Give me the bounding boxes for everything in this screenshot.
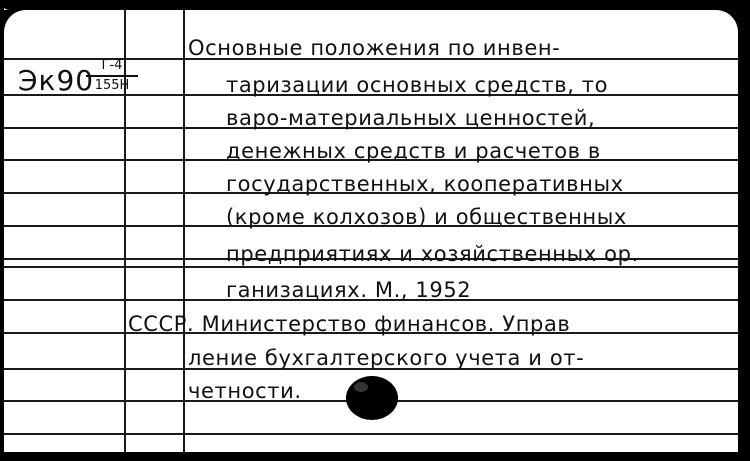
punch-hole-shine	[354, 382, 368, 392]
call-number-fraction-top: Г-4	[86, 58, 138, 77]
entry-line-6: (кроме колхозов) и общественных	[226, 205, 627, 229]
card-left-edge	[0, 0, 4, 461]
entry-line-1: Основные положения по инвен-	[188, 36, 561, 60]
entry-line-3: варо-материальных ценностей,	[226, 106, 596, 130]
call-number-fraction	[86, 58, 138, 94]
margin-line-right	[183, 10, 185, 452]
entry-line-10: ление бухгалтерского учета и от-	[188, 346, 585, 370]
entry-line-8: ганизациях. М., 1952	[226, 278, 472, 302]
card-right-edge	[738, 0, 750, 461]
card-top-edge	[0, 0, 750, 10]
punch-hole	[346, 376, 398, 420]
entry-line-4: денежных средств и расчетов в	[226, 139, 601, 163]
entry-line-7: предприятиях и хозяйственных ор.	[226, 242, 639, 266]
ruled-line	[4, 433, 738, 435]
entry-line-5: государственных, кооперативных	[226, 172, 624, 196]
card-bottom-edge	[0, 452, 750, 461]
call-number-prefix: Эк90	[18, 64, 95, 97]
entry-line-2: таризации основных средств, то	[226, 73, 609, 97]
entry-line-11: четности.	[188, 379, 302, 403]
entry-line-9: СССР. Министерство финансов. Управ	[128, 312, 571, 336]
call-number-fraction-bottom: 155Н	[94, 78, 130, 93]
